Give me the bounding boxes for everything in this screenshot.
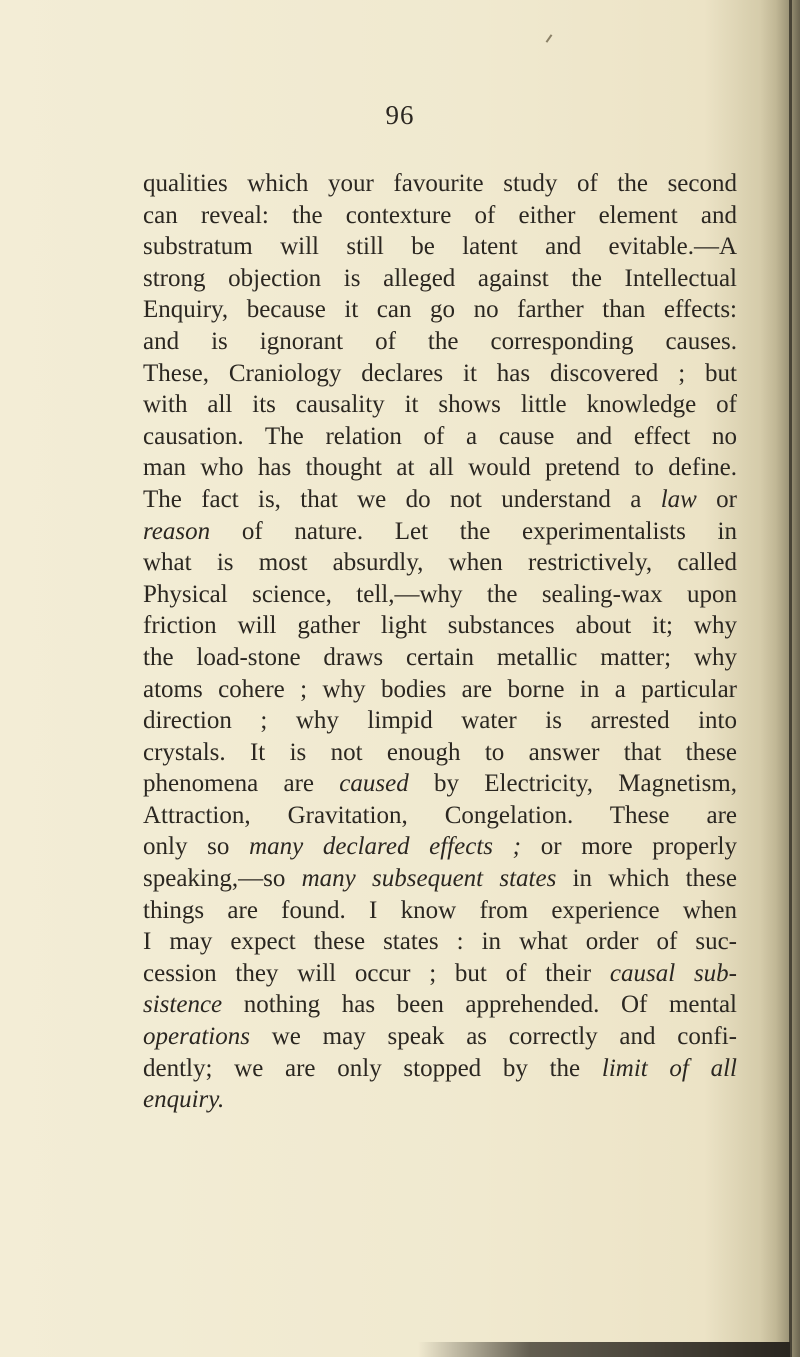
text-line <box>143 421 737 453</box>
italic-text: reason <box>143 517 211 545</box>
line-text: direction ; why limpid water is arrested into <box>143 707 737 735</box>
text-line <box>143 705 737 737</box>
line-text: These, Craniology declares it has discovered ; but <box>143 359 737 387</box>
italic-text: enquiry. <box>143 1086 225 1114</box>
line-text: I may expect these states : in what order of suc- <box>143 928 737 956</box>
line-text: crystals. It is not enough to answer that these <box>143 738 737 766</box>
line-text: The fact is, that we do not understand a <box>143 485 661 513</box>
line-text: Physical science, tell,—why the sealing-wax upon <box>143 580 737 608</box>
italic-text: causal sub- <box>609 959 738 987</box>
text-line <box>143 1053 737 1085</box>
line-text: friction will gather light substances about it; why <box>143 612 737 640</box>
text-line <box>143 831 737 863</box>
text-line <box>143 200 737 232</box>
bottom-shadow <box>418 1342 790 1357</box>
text-line <box>143 231 737 263</box>
text-line <box>143 452 737 484</box>
line-text: can reveal: the contexture of either element and <box>143 201 737 229</box>
line-text: and is ignorant of the corresponding causes. <box>143 327 737 355</box>
line-text: substratum will still be latent and evitable.—A <box>143 233 737 261</box>
line-text: cession they will occur ; but of their <box>143 959 610 987</box>
text-line <box>143 579 737 611</box>
line-text: qualities which your favourite study of the second <box>143 170 737 197</box>
italic-text: many subsequent states <box>301 865 557 893</box>
line-text: man who has thought at all would pretend to define. <box>143 454 737 482</box>
text-line <box>143 768 737 800</box>
line-text: or more properly <box>521 833 737 861</box>
italic-text: limit of all <box>601 1054 737 1082</box>
text-line <box>143 800 737 832</box>
text-line <box>143 958 737 990</box>
text-line <box>143 737 737 769</box>
line-text: nothing has been apprehended. Of mental <box>222 991 737 1019</box>
text-line <box>143 989 737 1021</box>
line-text: the load-stone draws certain metallic matter; why <box>143 643 737 671</box>
italic-text: law <box>660 485 697 513</box>
line-text: only so <box>143 833 250 861</box>
italic-text: caused <box>339 770 409 798</box>
page-edge-line <box>789 0 792 1357</box>
text-line <box>143 516 737 548</box>
line-text: by Electricity, Magnetism, <box>408 770 737 798</box>
italic-text: many declared effects ; <box>249 833 522 861</box>
text-line <box>143 168 737 200</box>
text-line <box>143 326 737 358</box>
body-text <box>143 168 737 1116</box>
text-line <box>143 674 737 706</box>
text-line <box>143 863 737 895</box>
text-line <box>143 484 737 516</box>
text-line <box>143 610 737 642</box>
line-text: with all its causality it shows little knowledge of <box>143 391 737 419</box>
line-text: phenomena are <box>143 770 340 798</box>
line-text: Enquiry, because it can go no farther than effects: <box>143 296 737 324</box>
line-text: atoms cohere ; why bodies are borne in a particular <box>143 675 737 703</box>
line-text: causation. The relation of a cause and effect no <box>143 422 737 450</box>
line-text: we may speak as correctly and confi- <box>249 1023 737 1051</box>
line-text: Attraction, Gravitation, Congelation. These are <box>143 801 737 829</box>
text-line <box>143 547 737 579</box>
pencil-mark <box>546 34 553 43</box>
italic-text: operations <box>143 1023 250 1051</box>
line-text: strong objection is alleged against the Intellectual <box>143 264 737 292</box>
line-text: what is most absurdly, when restrictively, called <box>143 549 737 577</box>
page-edge-shadow <box>760 0 800 1357</box>
line-text: in which these <box>556 865 737 893</box>
text-line <box>143 642 737 674</box>
line-text: speaking,—so <box>143 865 302 893</box>
line-text: or <box>696 485 737 513</box>
text-line <box>143 895 737 927</box>
text-line <box>143 263 737 295</box>
text-line <box>143 294 737 326</box>
line-text: things are found. I know from experience when <box>143 896 737 924</box>
page-number: 96 <box>385 100 415 130</box>
line-text: of nature. Let the experimentalists in <box>210 517 737 545</box>
text-line <box>143 1084 737 1116</box>
text-line <box>143 389 737 421</box>
text-line <box>143 1021 737 1053</box>
text-line <box>143 926 737 958</box>
italic-text: sistence <box>143 991 223 1019</box>
line-text: dently; we are only stopped by the <box>143 1054 602 1082</box>
text-line <box>143 358 737 390</box>
